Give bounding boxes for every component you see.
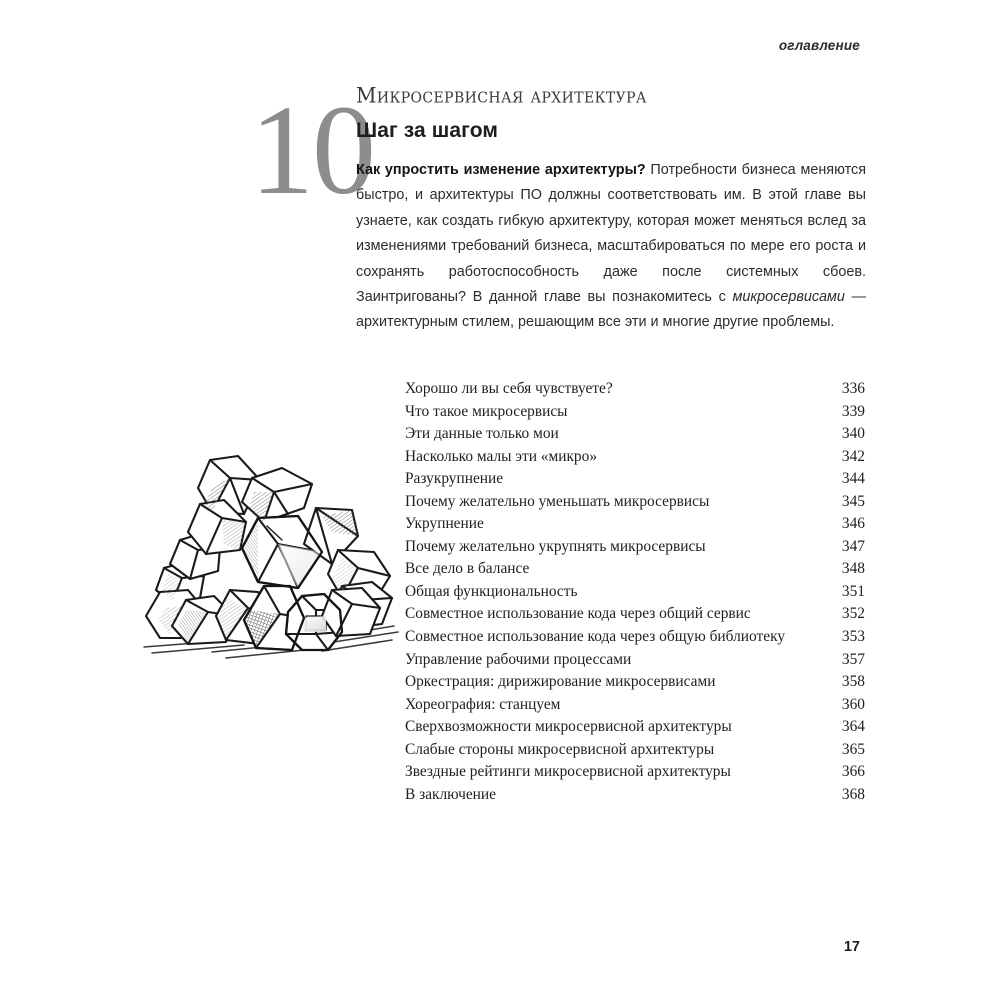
toc-entry-page-number: 336 <box>841 380 865 397</box>
chapter-number: 10 <box>250 79 374 221</box>
toc-entry-label: Звездные рейтинги микросервисной архитектуры <box>405 763 731 781</box>
page-number: 17 <box>843 939 860 955</box>
toc-entry[interactable] <box>405 468 865 491</box>
toc-entry-label: Управление рабочими процессами <box>405 650 632 668</box>
intro-body-part-1: Потребности бизнеса меняются быстро, и архитектуры ПО должны соответствовать им. В этой главе вы узнаете, как создать гибкую архитектуру, которая может меняться вслед за изменениями требований бизнеса, масштабироваться по мере его роста и сохранять работоспособность даже после системных сбоев. Заинтригованы? В данной главе вы познакомитесь с <box>356 162 866 306</box>
toc-entry-label: Все дело в балансе <box>405 560 530 578</box>
table-of-contents <box>405 378 865 806</box>
toc-entry-page-number: 358 <box>841 673 865 691</box>
toc-entry[interactable] <box>405 491 865 514</box>
intro-emphasis: микросервисами <box>732 289 845 306</box>
toc-entry[interactable] <box>405 401 865 424</box>
toc-entry[interactable] <box>405 649 865 672</box>
toc-entry[interactable] <box>405 536 865 559</box>
toc-entry-label: В заключение <box>405 785 496 803</box>
toc-entry[interactable] <box>405 513 865 536</box>
toc-entry-label: Почему желательно укрупнять микросервисы <box>405 537 706 555</box>
toc-entry-page-number: 344 <box>841 470 865 488</box>
toc-entry-page-number: 357 <box>841 650 865 668</box>
intro-lead: Как упростить изменение архитектуры? <box>356 162 646 178</box>
toc-entry-label: Сверхвозможности микросервисной архитектуры <box>405 718 732 736</box>
toc-entry-page-number: 348 <box>841 560 865 578</box>
running-header: оглавление <box>778 38 860 53</box>
toc-entry[interactable] <box>405 739 865 762</box>
toc-entry-page-number: 366 <box>841 763 865 781</box>
toc-entry-page-number: 353 <box>841 628 865 646</box>
toc-entry-label: Почему желательно уменьшать микросервисы <box>405 492 710 510</box>
toc-entry-page-number: 347 <box>841 537 865 555</box>
toc-entry-label: Слабые стороны микросервисной архитектуры <box>405 740 715 758</box>
toc-entry-label: Хорошо ли вы себя чувствуете? <box>405 380 613 397</box>
toc-entry[interactable] <box>405 694 865 717</box>
toc-entry[interactable] <box>405 784 865 807</box>
chapter-kicker: Микросервисная архитектура <box>356 81 647 108</box>
toc-entry[interactable] <box>405 716 865 739</box>
toc-entry[interactable] <box>405 603 865 626</box>
toc-entry-page-number: 339 <box>841 402 865 420</box>
toc-entry-page-number: 345 <box>841 492 865 510</box>
toc-entry-page-number: 368 <box>841 785 865 803</box>
toc-entry[interactable] <box>405 581 865 604</box>
toc-entry-page-number: 365 <box>841 740 865 758</box>
chapter-intro-paragraph <box>356 158 866 336</box>
toc-entry-label: Хореография: станцуем <box>405 695 561 713</box>
toc-entry[interactable] <box>405 626 865 649</box>
toc-entry-page-number: 346 <box>841 515 865 533</box>
toc-entry-label: Разукрупнение <box>405 470 504 488</box>
toc-entry-label: Эти данные только мои <box>405 425 559 443</box>
toc-entry-label: Укрупнение <box>405 515 484 533</box>
toc-entry-label: Совместное использование кода через общую библиотеку <box>405 628 786 646</box>
toc-entry-label: Что такое микросервисы <box>405 402 568 420</box>
toc-entry-label: Общая функциональность <box>405 582 578 600</box>
toc-entry-label: Оркестрация: дирижирование микросервисами <box>405 673 716 691</box>
pile-of-gems-illustration <box>126 440 404 670</box>
chapter-heading-block <box>356 81 866 350</box>
pile-of-gems-icon <box>126 440 404 670</box>
toc-entry[interactable] <box>405 378 865 401</box>
toc-entry[interactable] <box>405 423 865 446</box>
toc-entry-label: Насколько малы эти «микро» <box>405 447 598 465</box>
toc-entry[interactable] <box>405 558 865 581</box>
toc-entry-page-number: 360 <box>841 695 865 713</box>
toc-entry-page-number: 352 <box>841 605 865 623</box>
chapter-title: Шаг за шагом <box>356 119 498 142</box>
toc-entry-page-number: 351 <box>841 582 865 600</box>
intro-body-part-2: — архитектурным стилем, решающим все эти и многие другие проблемы. <box>356 289 866 331</box>
toc-entry-label: Совместное использование кода через общий сервис <box>405 605 751 623</box>
toc-entry-page-number: 364 <box>841 718 865 736</box>
toc-entry-page-number: 342 <box>841 447 865 465</box>
toc-entry[interactable] <box>405 671 865 694</box>
toc-entry[interactable] <box>405 446 865 469</box>
toc-entry-page-number: 340 <box>841 425 865 443</box>
toc-entry[interactable] <box>405 761 865 784</box>
